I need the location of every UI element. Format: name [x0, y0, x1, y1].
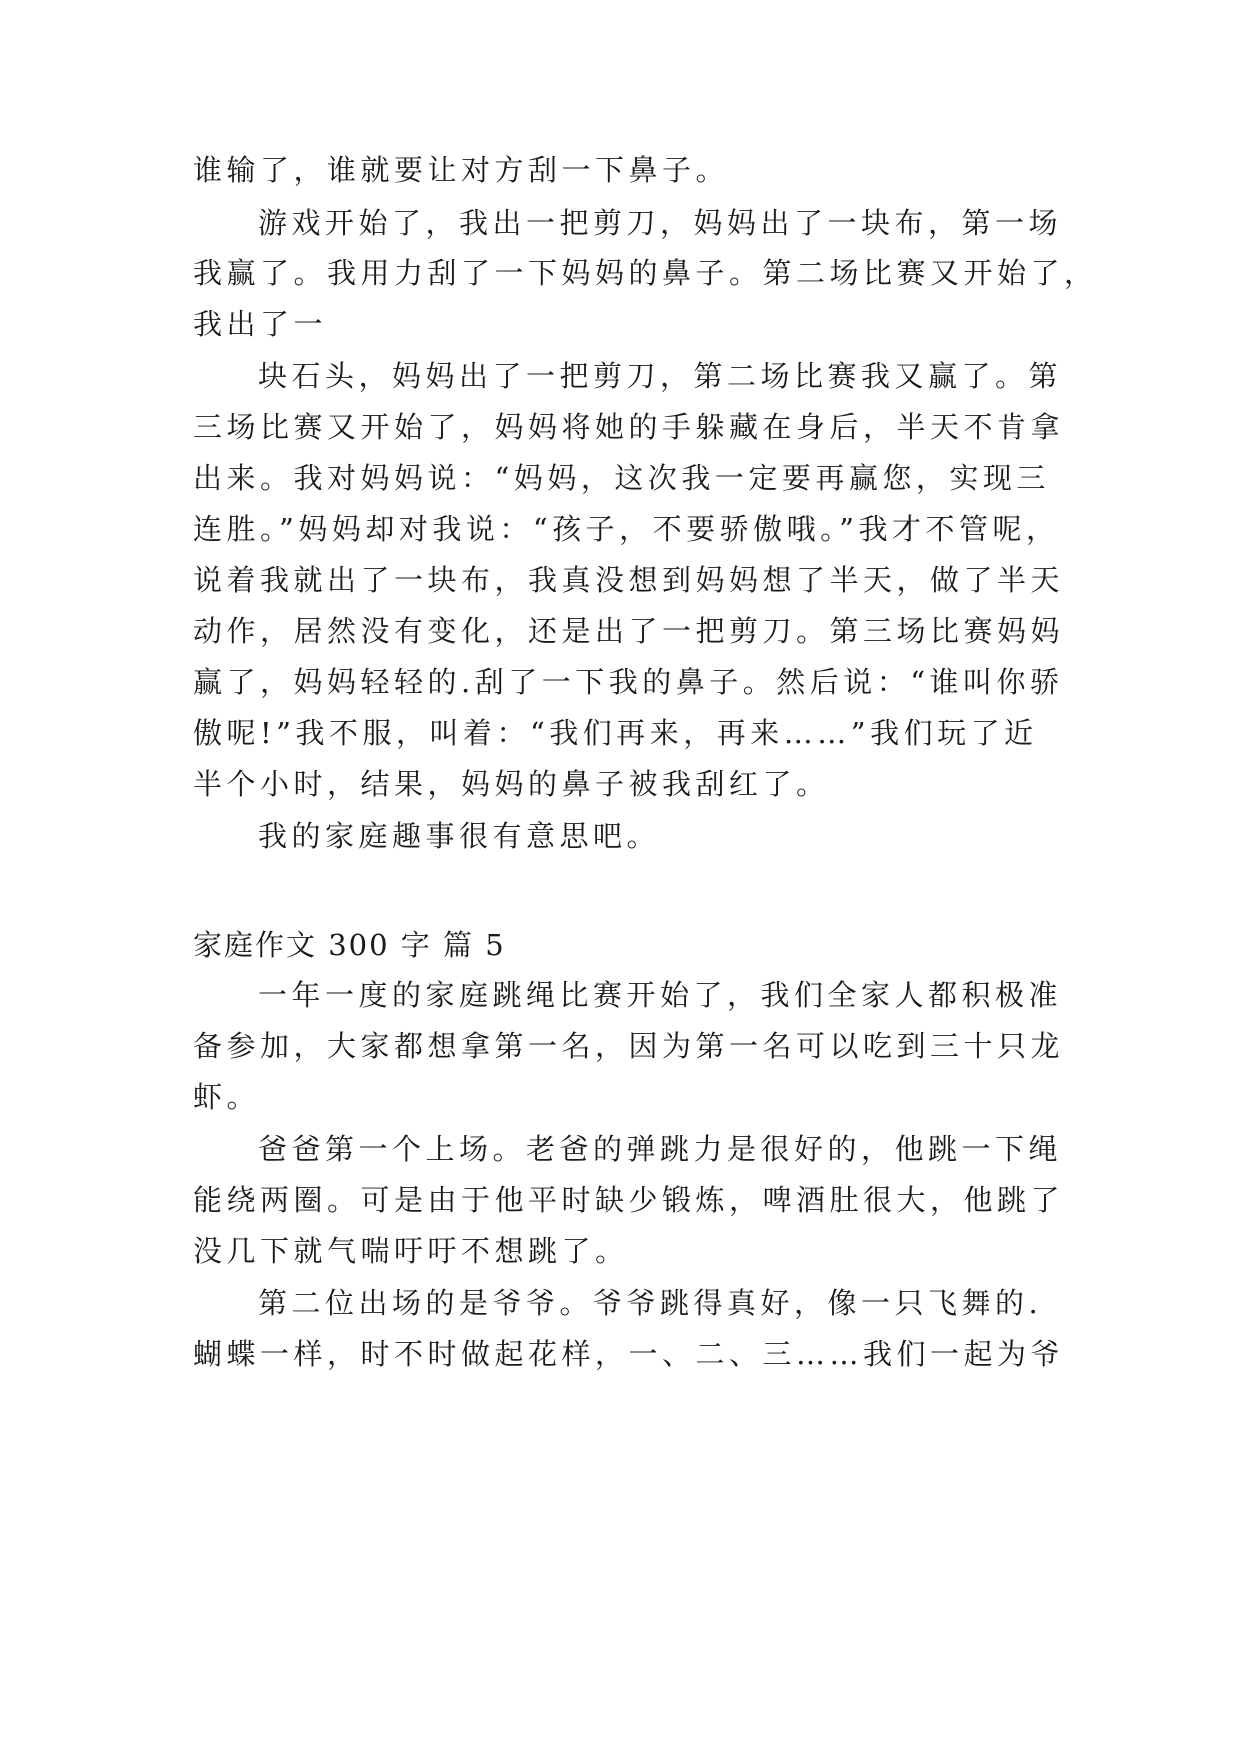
- text-line: 连胜。”妈妈却对我说：“孩子，不要骄傲哦。”我才不管呢，: [193, 512, 1060, 546]
- text-line: 虾。: [193, 1080, 261, 1114]
- text-line: 块石头，妈妈出了一把剪刀，第二场比赛我又赢了。第: [258, 359, 1063, 393]
- text-line: 没几下就气喘吁吁不想跳了。: [193, 1234, 629, 1268]
- text-line: 我的家庭趣事很有意思吧。: [258, 819, 661, 853]
- text-line: 谁输了，谁就要让对方刮一下鼻子。: [193, 153, 730, 187]
- text-line: 三场比赛又开始了，妈妈将她的手躲藏在身后，半天不肯拿: [193, 410, 1065, 444]
- section-heading: 家庭作文 300 字 篇 5: [193, 928, 506, 962]
- text-line: 我赢了。我用力刮了一下妈妈的鼻子。第二场比赛又开始了，: [193, 256, 1098, 290]
- text-line: 一年一度的家庭跳绳比赛开始了，我们全家人都积极准: [258, 978, 1063, 1012]
- text-line: 出来。我对妈妈说：“妈妈，这次我一定要再赢您，实现三: [193, 461, 1050, 495]
- text-line: 爸爸第一个上场。老爸的弹跳力是很好的，他跳一下绳: [258, 1132, 1063, 1166]
- text-line: 动作，居然没有变化，还是出了一把剪刀。第三场比赛妈妈: [193, 614, 1065, 648]
- text-line: 蝴蝶一样，时不时做起花样，一、二、三……我们一起为爷: [193, 1337, 1065, 1371]
- text-line: 游戏开始了，我出一把剪刀，妈妈出了一块布，第一场: [258, 206, 1063, 240]
- text-line: 半个小时，结果，妈妈的鼻子被我刮红了。: [193, 767, 830, 801]
- text-line: 说着我就出了一块布，我真没想到妈妈想了半天，做了半天: [193, 563, 1065, 597]
- text-line: 赢了，妈妈轻轻的.刮了一下我的鼻子。然后说：“谁叫你骄: [193, 665, 1064, 699]
- text-line: 我出了一: [193, 307, 328, 341]
- text-line: 第二位出场的是爷爷。爷爷跳得真好，像一只飞舞的.: [258, 1286, 1043, 1320]
- text-line: 能绕两圈。可是由于他平时缺少锻炼，啤酒肚很大，他跳了: [193, 1183, 1065, 1217]
- text-line: 傲呢!”我不服，叫着：“我们再来，再来……”我们玩了近: [193, 716, 1038, 750]
- text-line: 备参加，大家都想拿第一名，因为第一名可以吃到三十只龙: [193, 1029, 1065, 1063]
